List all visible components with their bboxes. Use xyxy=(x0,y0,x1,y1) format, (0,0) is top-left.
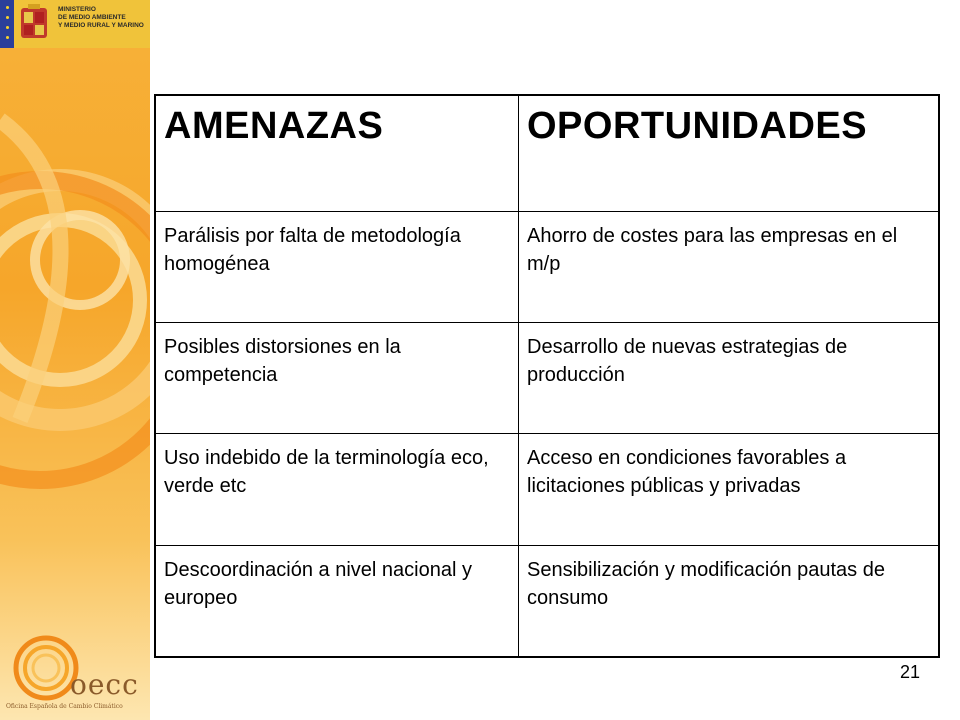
ministry-line: Y MEDIO RURAL Y MARINO xyxy=(58,22,144,29)
table-row xyxy=(155,211,939,322)
oecc-logo-subtitle: Oficina Española de Cambio Climático xyxy=(6,703,123,710)
opportunity-cell: Sensibilización y modificación pautas de consumo xyxy=(519,545,940,657)
threat-cell: Descoordinación a nivel nacional y europeo xyxy=(155,545,519,657)
opportunity-cell: Desarrollo de nuevas estrategias de producción xyxy=(519,322,940,433)
oecc-logo-word: oecc xyxy=(70,668,139,701)
table-header-row xyxy=(155,95,939,211)
threat-cell: Parálisis por falta de metodología homogénea xyxy=(155,211,519,322)
coat-of-arms-icon xyxy=(18,4,50,44)
ministry-line: MINISTERIO xyxy=(58,6,96,13)
decorative-sidebar xyxy=(0,0,150,720)
page-number: 21 xyxy=(899,662,920,682)
swirl-decoration xyxy=(0,0,150,720)
table-row xyxy=(155,434,939,545)
threat-cell: Posibles distorsiones en la competencia xyxy=(155,322,519,433)
threat-cell: Uso indebido de la terminología eco, verde etc xyxy=(155,434,519,545)
ministry-line: DE MEDIO AMBIENTE xyxy=(58,14,126,21)
ministry-name xyxy=(58,6,148,30)
opportunity-cell: Acceso en condiciones favorables a licitaciones públicas y privadas xyxy=(519,434,940,545)
table-row xyxy=(155,322,939,433)
opportunity-cell: Ahorro de costes para las empresas en el m/p xyxy=(519,211,940,322)
ministry-logo-bar xyxy=(0,0,150,48)
header-opportunities: OPORTUNIDADES xyxy=(519,95,940,211)
eu-flag-icon xyxy=(0,0,14,48)
threats-opportunities-table xyxy=(154,94,940,658)
header-threats: AMENAZAS xyxy=(155,95,519,211)
table-row xyxy=(155,545,939,657)
